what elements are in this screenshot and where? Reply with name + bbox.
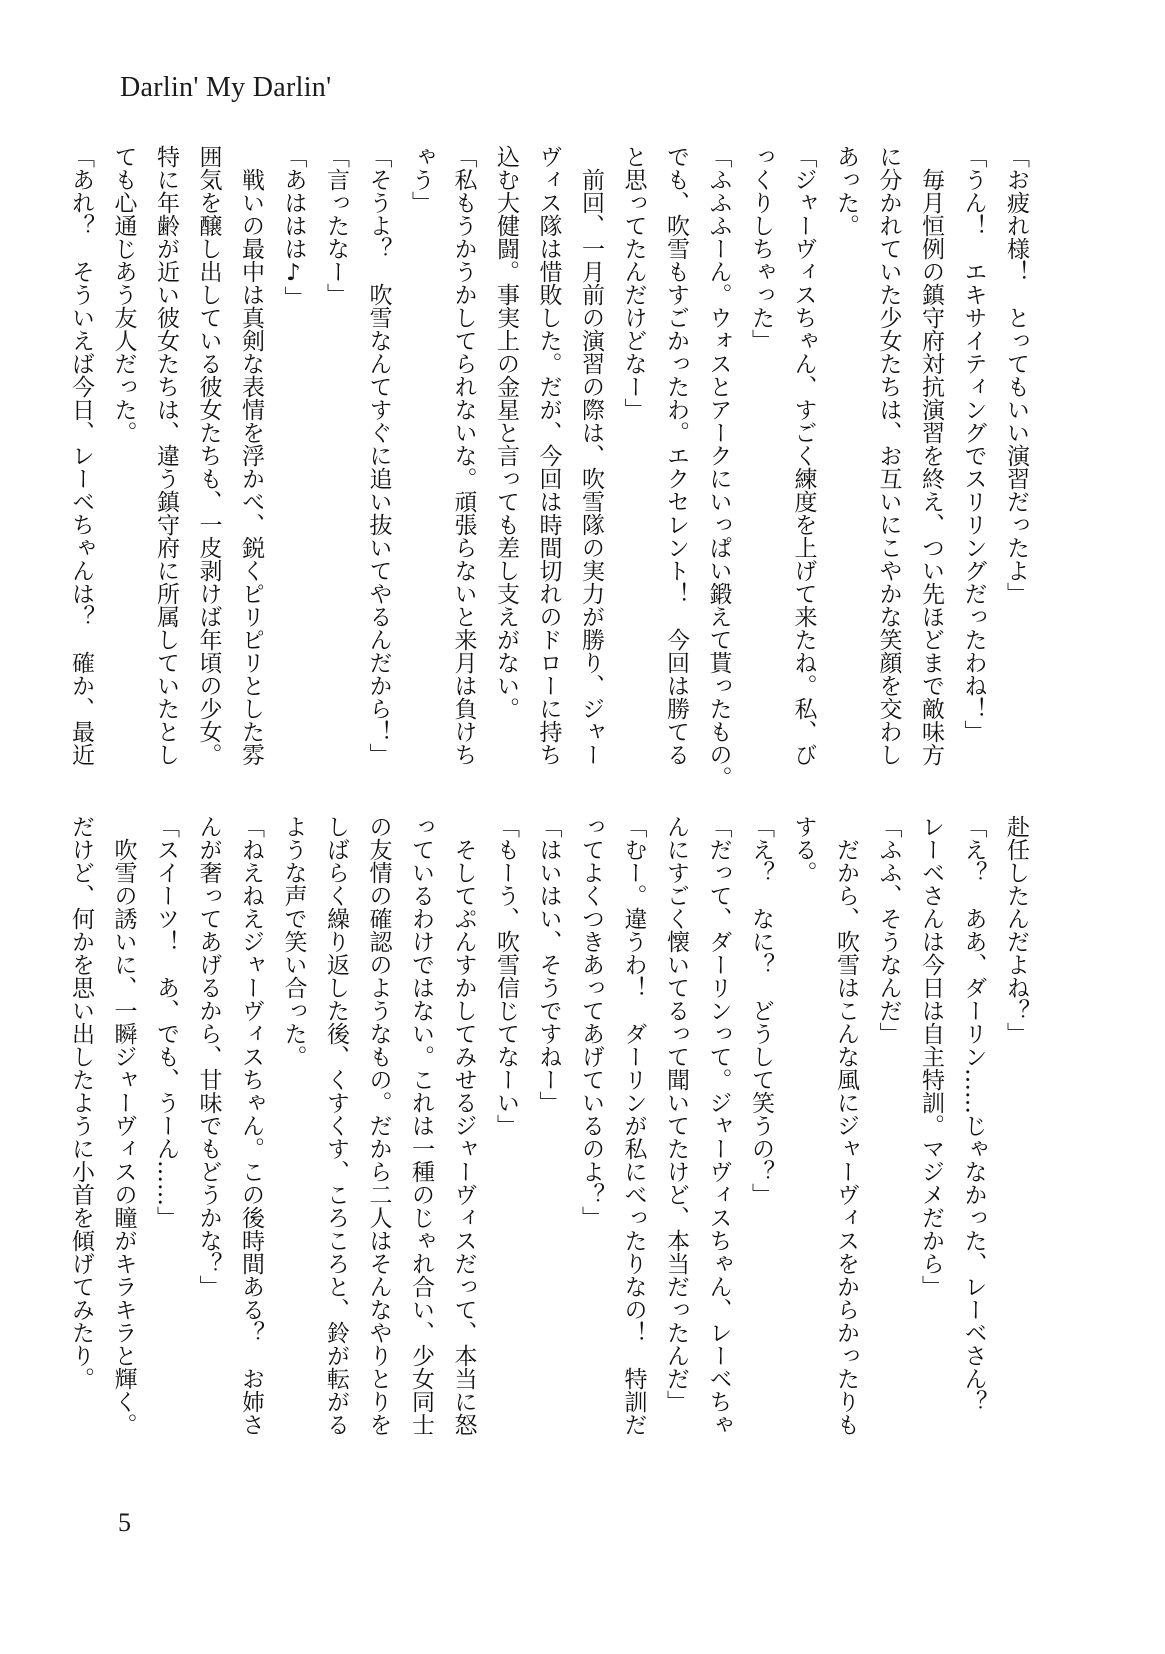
text-line: ような声で笑い合った。: [280, 815, 307, 1068]
text-line: あった。: [833, 145, 859, 237]
text-line: 特に年齢が近い彼女たちは、違う鎮守府に所属していたとし: [153, 145, 179, 766]
text-line: 「スイーツ！ あ、でも、うーん……」: [153, 815, 179, 1229]
text-line: 戦いの最中は真剣な表情を浮かべ、鋭くピリピリとした雰: [238, 145, 264, 766]
text-line: でも、吹雪もすごかったわ。エクセレント！ 今回は勝てる: [663, 145, 689, 766]
text-line: 前回、一月前の演習の際は、吹雪隊の実力が勝り、ジャー: [578, 145, 604, 766]
text-line: する。: [790, 815, 817, 884]
text-line: んが奢ってあげるから、甘味でもどうかな？」: [195, 815, 222, 1298]
text-line: 「ふふふーん。ウォスとアークにいっぱい鍛えて貰ったもの。: [705, 145, 732, 789]
text-line: 「うん！ エキサイティングでスリリングだったわね！」: [960, 145, 987, 743]
text-line: 「え？ ああ、ダーリン……じゃなかった、レーベさん？: [960, 815, 987, 1413]
text-line: 「ふふ、そうなんだ」: [875, 815, 902, 1045]
text-line: 「私もうかうかしてられないな。頑張らないと来月は負けち: [450, 145, 477, 766]
text-line: そしてぷんすかしてみせるジャーヴィスだって、本当に怒: [450, 815, 477, 1436]
text-line: 「ねえねえジャーヴィスちゃん。この後時間ある？ お姉さ: [238, 815, 264, 1436]
text-line: しばらく繰り返した後、くすくす、ころころと、鈴が転がる: [323, 815, 349, 1436]
lower-text-block: [68, 815, 1037, 1436]
text-line: 「お疲れ様！ とってもいい演習だったよ」: [1003, 145, 1029, 605]
text-line: 込む大健闘。事実上の金星と言っても差し支えがない。: [493, 145, 519, 720]
text-line: に分かれていた少女たちは、お互いにこやかな笑顔を交わし: [875, 145, 902, 766]
text-line: ってよくつきあってあげているのよ？」: [578, 815, 604, 1229]
text-line: 「もーう、吹雪信じてなーい」: [493, 815, 519, 1137]
text-line: 「あははは♪」: [280, 145, 307, 309]
running-title: Darlin' My Darlin': [120, 72, 332, 103]
text-line: の友情の確認のようなもの。だから二人はそんなやりとりを: [365, 815, 392, 1436]
upper-text-block: [68, 145, 1037, 789]
text-line: っているわけではない。これは一種のじゃれ合い、少女同士: [408, 815, 434, 1436]
text-line: 毎月恒例の鎮守府対抗演習を終え、つい先ほどまで敵味方: [918, 145, 944, 766]
text-line: 「そうよ？ 吹雪なんてすぐに追い抜いてやるんだから！」: [365, 145, 392, 766]
text-line: ても心通じあう友人だった。: [110, 145, 137, 444]
text-line: 「だって、ダーリンって。ジャーヴィスちゃん、レーベちゃ: [705, 815, 732, 1436]
text-line: 「ジャーヴィスちゃん、すごく練度を上げて来たね。私、び: [790, 145, 817, 766]
text-line: ヴィス隊は惜敗した。だが、今回は時間切れのドローに持ち: [535, 145, 562, 766]
text-line: ゃう」: [408, 145, 434, 214]
text-line: 「むー。違うわ！ ダーリンが私にべったりなの！ 特訓だ: [620, 815, 647, 1436]
text-line: っくりしちゃった」: [748, 145, 774, 352]
text-line: 「はいはい、そうですねー」: [535, 815, 562, 1114]
text-line: 「言ったなー」: [323, 145, 349, 306]
text-line: んにすごく懐いてるって聞いてたけど、本当だったんだ」: [663, 815, 689, 1413]
text-line: レーベさんは今日は自主特訓。マジメだから」: [918, 815, 944, 1298]
text-line: 「あれ？ そういえば今日、レーベちゃんは？ 確か、最近: [68, 145, 94, 766]
text-line: 赴任したんだよね？」: [1003, 815, 1029, 1045]
page-number: 5: [118, 1508, 131, 1537]
text-line: だから、吹雪はこんな風にジャーヴィスをからかったりも: [833, 815, 859, 1436]
text-line: と思ってたんだけどなー」: [620, 145, 647, 421]
text-line: 吹雪の誘いに、一瞬ジャーヴィスの瞳がキラキラと輝く。: [110, 815, 137, 1436]
text-line: 囲気を醸し出している彼女たちも、一皮剥けば年頃の少女。: [195, 145, 222, 766]
text-line: 「え？ なに？ どうして笑うの？」: [748, 815, 774, 1206]
text-line: だけど、何かを思い出したように小首を傾げてみたり。: [68, 815, 94, 1390]
